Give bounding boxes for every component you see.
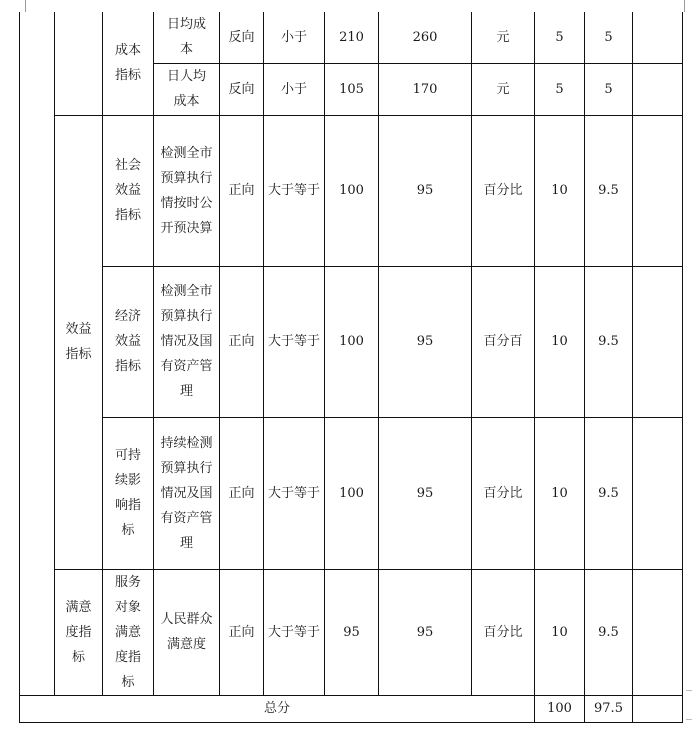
category-label: 可持续影响指标 bbox=[114, 448, 141, 538]
operator-label: 小于 bbox=[280, 81, 307, 97]
weight-cell: 10 bbox=[535, 417, 585, 569]
level1-label: 满意度指标 bbox=[65, 599, 92, 665]
category-cell bbox=[103, 417, 154, 569]
direction-cell bbox=[220, 266, 264, 417]
weight-cell: 5 bbox=[535, 12, 585, 63]
category-label: 服务对象满意度指标 bbox=[114, 574, 141, 690]
indicator-cell bbox=[154, 266, 220, 417]
total-weight-cell: 100 bbox=[535, 695, 585, 722]
direction-cell bbox=[220, 115, 264, 266]
indicator-label: 日人均成本 bbox=[166, 69, 206, 109]
outer-level-cell bbox=[20, 12, 55, 695]
operator-cell bbox=[264, 115, 325, 266]
target-value-cell: 100 bbox=[325, 417, 379, 569]
indicator-label: 检测全市预算执行情按时公开预决算 bbox=[160, 145, 213, 236]
actual-value-cell: 95 bbox=[379, 417, 472, 569]
target-value-cell: 100 bbox=[325, 266, 379, 417]
score-cell: 5 bbox=[585, 63, 633, 115]
indicator-cell bbox=[154, 115, 220, 266]
indicator-label: 日均成本 bbox=[166, 17, 206, 58]
operator-label: 大于等于 bbox=[267, 624, 320, 640]
operator-label: 大于等于 bbox=[267, 334, 320, 349]
actual-value-cell: 95 bbox=[379, 266, 472, 417]
direction-label: 正向 bbox=[228, 485, 255, 501]
total-row bbox=[20, 695, 683, 722]
score-cell: 9.5 bbox=[585, 115, 633, 266]
unit-cell: 百分百 bbox=[472, 266, 535, 417]
weight-cell: 10 bbox=[535, 115, 585, 266]
direction-label: 反向 bbox=[228, 29, 255, 45]
direction-cell bbox=[220, 63, 264, 115]
indicator-cell bbox=[154, 417, 220, 569]
indicator-cell bbox=[154, 63, 220, 115]
target-value-cell: 105 bbox=[325, 63, 379, 115]
operator-label: 小于 bbox=[280, 29, 307, 45]
level1-cell bbox=[55, 569, 103, 695]
page-margin-mark-left bbox=[25, 0, 26, 12]
operator-cell bbox=[264, 63, 325, 115]
direction-label: 正向 bbox=[228, 183, 255, 198]
indicator-cell bbox=[154, 569, 220, 695]
level1-cell bbox=[55, 115, 103, 569]
note-cell bbox=[633, 115, 683, 266]
score-cell: 9.5 bbox=[585, 569, 633, 695]
indicator-label: 持续检测预算执行情况及国有资产管理 bbox=[160, 435, 213, 551]
category-label: 社会效益指标 bbox=[114, 158, 141, 223]
target-value-cell: 100 bbox=[325, 115, 379, 266]
direction-cell bbox=[220, 12, 264, 63]
score-cell: 9.5 bbox=[585, 266, 633, 417]
indicator-label: 检测全市预算执行情况及国有资产管理 bbox=[160, 284, 213, 399]
category-label: 成本指标 bbox=[114, 43, 141, 84]
table-row bbox=[20, 266, 683, 417]
table-row bbox=[20, 569, 683, 695]
table-row bbox=[20, 417, 683, 569]
total-label-cell bbox=[20, 695, 535, 722]
category-cell bbox=[103, 266, 154, 417]
note-cell bbox=[633, 266, 683, 417]
unit-cell: 元 bbox=[472, 12, 535, 63]
unit-cell: 百分比 bbox=[472, 569, 535, 695]
category-label: 经济效益指标 bbox=[114, 309, 141, 374]
weight-cell: 10 bbox=[535, 266, 585, 417]
operator-label: 大于等于 bbox=[267, 485, 320, 501]
page-margin-mark-right-bottom bbox=[686, 719, 692, 720]
total-label: 总分 bbox=[263, 701, 290, 716]
unit-cell: 百分比 bbox=[472, 417, 535, 569]
operator-cell bbox=[264, 266, 325, 417]
page-margin-mark-right-lower bbox=[686, 690, 692, 691]
operator-cell bbox=[264, 417, 325, 569]
category-cell bbox=[103, 115, 154, 266]
actual-value-cell: 260 bbox=[379, 12, 472, 63]
note-cell bbox=[633, 63, 683, 115]
weight-cell: 10 bbox=[535, 569, 585, 695]
table-row bbox=[20, 115, 683, 266]
target-value-cell: 95 bbox=[325, 569, 379, 695]
category-cell bbox=[103, 569, 154, 695]
direction-cell bbox=[220, 417, 264, 569]
performance-indicator-table bbox=[19, 12, 683, 723]
indicator-label: 人民群众满意度 bbox=[160, 612, 213, 652]
weight-cell: 5 bbox=[535, 63, 585, 115]
unit-cell: 元 bbox=[472, 63, 535, 115]
operator-label: 大于等于 bbox=[267, 183, 320, 198]
note-cell bbox=[633, 12, 683, 63]
score-cell: 5 bbox=[585, 12, 633, 63]
operator-cell bbox=[264, 12, 325, 63]
direction-label: 正向 bbox=[228, 624, 255, 640]
total-score-cell: 97.5 bbox=[585, 695, 633, 722]
note-cell bbox=[633, 417, 683, 569]
actual-value-cell: 95 bbox=[379, 115, 472, 266]
operator-cell bbox=[264, 569, 325, 695]
total-note-cell bbox=[633, 695, 683, 722]
direction-cell bbox=[220, 569, 264, 695]
score-cell: 9.5 bbox=[585, 417, 633, 569]
actual-value-cell: 95 bbox=[379, 569, 472, 695]
indicator-cell bbox=[154, 12, 220, 63]
note-cell bbox=[633, 569, 683, 695]
actual-value-cell: 170 bbox=[379, 63, 472, 115]
direction-label: 正向 bbox=[228, 334, 255, 349]
unit-cell: 百分比 bbox=[472, 115, 535, 266]
table-row bbox=[20, 12, 683, 63]
target-value-cell: 210 bbox=[325, 12, 379, 63]
page-margin-mark-right bbox=[684, 0, 685, 12]
level1-cell-empty bbox=[55, 12, 103, 115]
direction-label: 反向 bbox=[228, 81, 255, 97]
category-cell bbox=[103, 12, 154, 115]
level1-label: 效益指标 bbox=[65, 322, 92, 362]
